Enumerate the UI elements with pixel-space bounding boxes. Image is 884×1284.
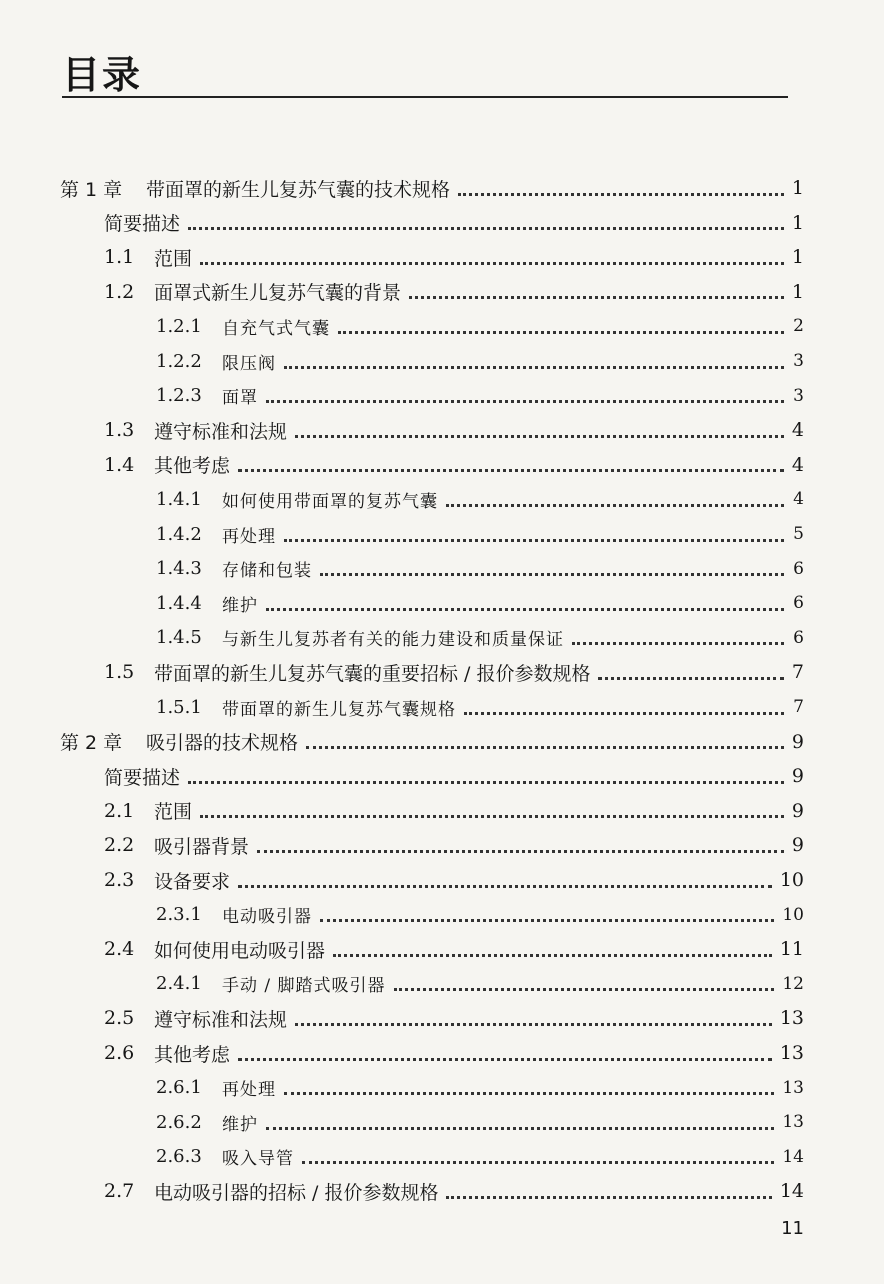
toc-entry-page: 6 [793,558,804,579]
toc-entry-number: 2.3.1 [156,904,202,926]
toc-entry-page: 13 [782,1077,804,1098]
dot-leader [333,954,772,957]
toc-entry [156,1140,804,1174]
dot-leader [266,608,784,611]
toc-entry-label: 再处理 [222,1080,276,1101]
toc-chapter-entry [60,171,804,205]
toc-entry-label: 遵守标准和法规 [154,1008,288,1031]
dot-leader [284,366,784,369]
toc-entry-page: 14 [779,1180,804,1203]
toc-entry-page: 4 [791,453,804,476]
toc-entry-number: 第 1 章 [60,178,123,201]
toc-entry [104,413,804,447]
dot-leader [284,1092,774,1095]
toc-entry-label: 吸引器背景 [154,835,250,858]
toc-entry [156,344,804,378]
toc-entry-number: 2.3 [104,869,135,891]
toc-entry-label: 如何使用电动吸引器 [154,939,326,962]
toc-entry-number: 1.5 [104,661,135,684]
toc-entry-label: 电动吸引器 [222,907,312,928]
toc-entry [156,586,804,620]
toc-entry-page: 4 [791,419,804,442]
dot-leader [188,227,784,230]
toc-entry-page: 11 [779,938,804,961]
toc-chapter-entry [60,725,804,759]
toc-entry-page: 5 [793,524,804,544]
toc-entry-label: 其他考虑 [154,1043,231,1066]
toc-entry-number: 1.4.1 [156,488,202,510]
toc-entry-page: 9 [791,834,804,857]
toc-entry [156,690,804,724]
toc-entry-number: 2.5 [104,1007,135,1030]
toc-entry-label: 带面罩的新生儿复苏气囊的技术规格 [146,178,451,201]
toc-entry-page: 3 [793,385,804,406]
dot-leader [320,573,784,576]
toc-entry-number: 2.6.3 [156,1146,202,1168]
toc-entry [104,794,804,828]
toc-entry-label: 再处理 [222,526,276,547]
toc-entry [104,206,804,240]
toc-entry-number: 1.2 [104,280,135,303]
toc-entry-page: 7 [791,661,804,684]
toc-entry [104,932,804,966]
dot-leader [598,677,783,680]
toc-entry [104,759,804,793]
toc-entry-label: 范围 [154,801,193,824]
dot-leader [409,296,784,299]
dot-leader [295,435,784,438]
toc-entry-number: 2.6.1 [156,1077,202,1099]
toc-entry-number: 1.4.5 [156,627,202,649]
toc-entry-page: 9 [791,765,804,788]
toc-entry-page: 10 [782,904,804,925]
toc-entry-number: 1.4.3 [156,558,202,580]
dot-leader [200,262,784,265]
dot-leader [238,469,784,472]
toc-entry-page: 2 [793,316,804,337]
dot-leader [238,1058,772,1061]
toc-entry [104,655,804,689]
toc-entry-number: 2.6 [104,1042,135,1064]
toc-entry-label: 范围 [154,247,193,270]
toc-entry-number: 2.7 [104,1180,135,1203]
toc-entry [104,275,804,309]
toc-entry-number: 1.4 [104,453,135,476]
toc-entry-page: 4 [793,489,804,510]
toc-entry-number: 2.1 [104,799,135,822]
toc-entry [104,1036,804,1070]
toc-title: 目录 [62,53,143,97]
toc-entry [156,621,804,655]
toc-entry-label: 吸入导管 [222,1149,294,1170]
toc-entry-page: 10 [779,869,804,891]
toc-entry-number: 1.2.2 [156,350,202,372]
dot-leader [257,850,784,853]
dot-leader [572,642,784,645]
toc-entry-page: 1 [791,246,804,269]
toc-entry-page: 1 [791,177,804,199]
toc-entry [156,379,804,413]
toc-entry [156,309,804,343]
toc-entry-label: 设备要求 [154,870,231,893]
toc-entry-label: 自充气式气囊 [222,318,330,339]
dot-leader [458,193,784,196]
toc-entry [156,552,804,586]
toc-entry-label: 限压阀 [222,353,276,374]
toc-entry-page: 6 [793,593,804,614]
toc-entry-number: 2.6.2 [156,1111,202,1133]
toc-entry-page: 14 [782,1146,804,1167]
toc-entry-page: 9 [791,730,804,753]
dot-leader [200,815,784,818]
toc-entry [104,863,804,897]
toc-entry [156,898,804,932]
dot-leader [338,331,784,334]
title-divider [62,96,788,98]
toc-entry-number: 1.3 [104,419,135,442]
dot-leader [266,400,784,403]
toc-entry-page: 9 [791,799,804,822]
dot-leader [266,1127,774,1130]
dot-leader [464,712,784,715]
toc-entry-label: 带面罩的新生儿复苏气囊规格 [222,699,456,720]
toc-entry-label: 带面罩的新生儿复苏气囊的重要招标 / 报价参数规格 [154,662,591,685]
toc-entry-label: 如何使用带面罩的复苏气囊 [222,491,438,512]
toc-entry [156,517,804,551]
toc-entry-number: 1.4.4 [156,592,202,614]
toc-entry-page: 13 [782,1112,804,1133]
toc-entry-page: 6 [793,627,804,648]
toc-entry-number: 1.1 [104,246,135,269]
toc-entry-label: 面罩 [222,388,258,409]
toc-entry-label: 维护 [222,595,258,616]
toc-entry-number: 1.5.1 [156,696,202,718]
toc-entry-page: 12 [782,973,804,994]
toc-entry-page: 3 [793,351,804,371]
toc-entry-label: 维护 [222,1114,258,1135]
toc-entry [156,482,804,516]
toc-entry-page: 13 [779,1042,804,1064]
toc-entry [104,448,804,482]
toc-entry [104,240,804,274]
toc-entry-label: 简要描述 [104,766,181,789]
dot-leader [188,781,784,784]
toc-entry-number: 1.2.3 [156,385,202,407]
dot-leader [446,504,784,507]
toc-entry [104,1174,804,1208]
toc-entry-label: 电动吸引器的招标 / 报价参数规格 [154,1181,439,1204]
dot-leader [446,1196,771,1199]
dot-leader [302,1161,774,1164]
toc-entry-page: 13 [779,1007,804,1030]
dot-leader [295,1023,772,1026]
toc-entry-page: 1 [791,211,804,234]
toc-entry-number: 1.2.1 [156,315,202,337]
toc-entry-label: 遵守标准和法规 [154,420,288,443]
toc-entry [104,828,804,862]
toc-entry [156,1105,804,1139]
toc-entry-number: 2.4 [104,938,135,961]
toc-entry-label: 存储和包装 [222,561,312,582]
dot-leader [238,885,772,888]
toc-entry [156,967,804,1001]
toc-entry [156,1071,804,1105]
toc-entry-label: 其他考虑 [154,455,231,478]
dot-leader [306,746,784,749]
toc-entry-number: 2.2 [104,834,135,857]
toc-entry-page: 7 [793,697,804,717]
dot-leader [394,988,775,991]
toc-entry-number: 第 2 章 [60,732,123,755]
toc-entry-label: 手动 / 脚踏式吸引器 [222,976,386,997]
toc-entry-label: 简要描述 [104,213,181,236]
dot-leader [284,539,784,542]
toc-entry-number: 2.4.1 [156,973,202,995]
page-number: 11 [781,1218,804,1239]
toc-entry-page: 1 [791,280,804,303]
toc-entry-number: 1.4.2 [156,523,202,545]
dot-leader [320,919,774,922]
toc-entry-label: 与新生儿复苏者有关的能力建设和质量保证 [222,630,564,651]
toc-entry-label: 面罩式新生儿复苏气囊的背景 [154,282,402,305]
toc-entry [104,1001,804,1035]
toc-entry-label: 吸引器的技术规格 [146,732,299,755]
